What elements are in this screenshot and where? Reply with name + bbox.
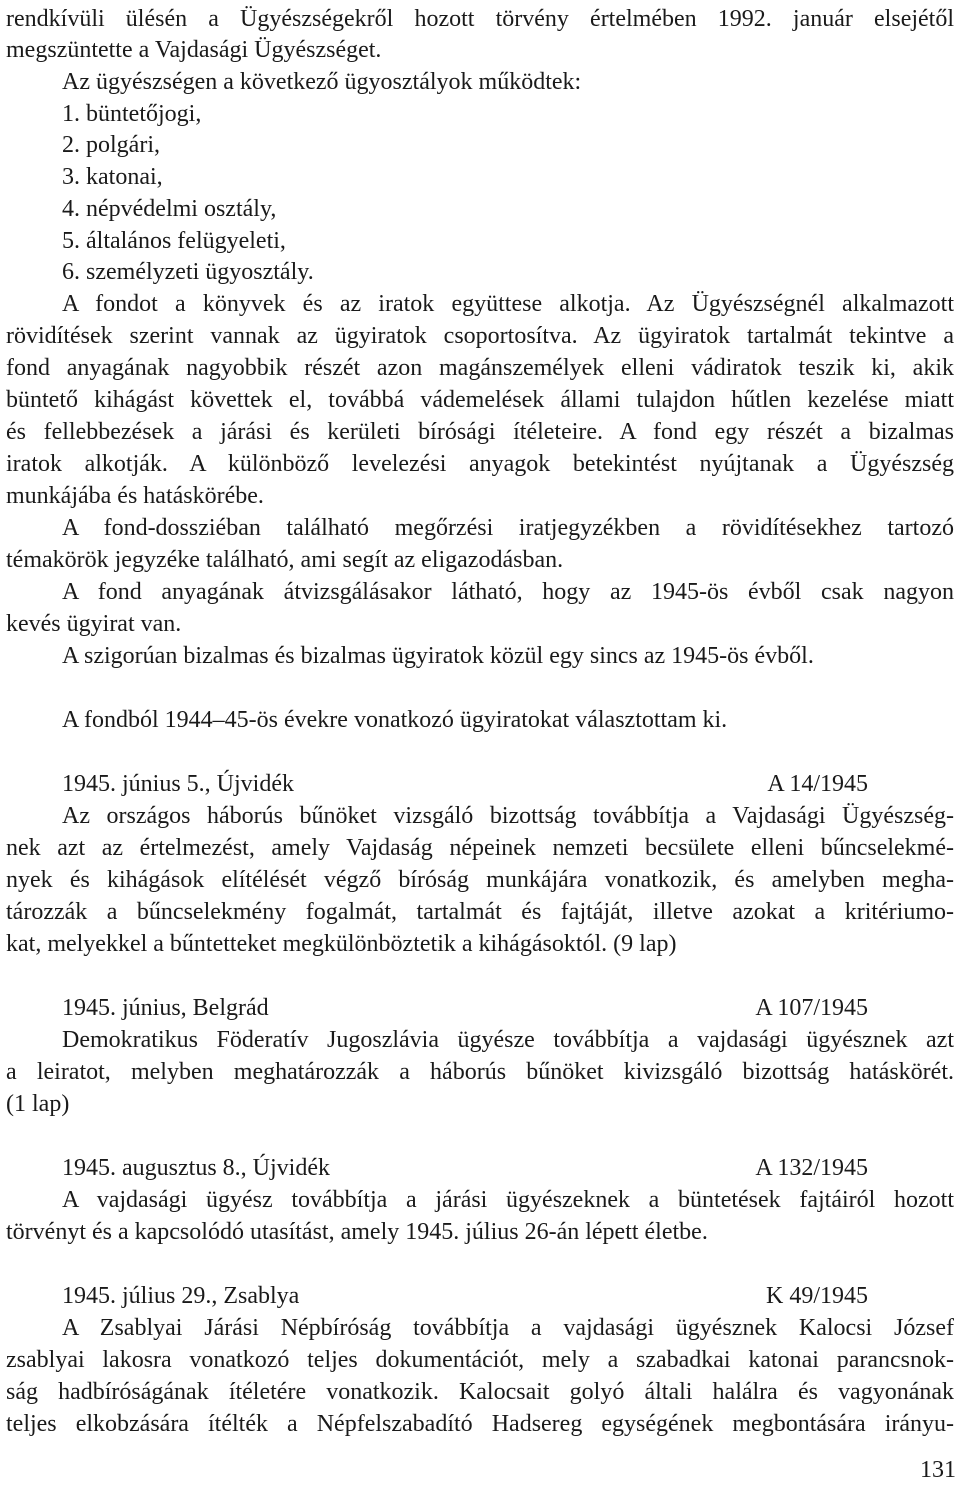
text-line: büntető kihágást követtek el, továbbá vádemelések állami tulajdon hűtlen kezelése miatt [6,387,954,413]
entry-date-place: 1945. augusztus 8., Újvidék [62,1155,330,1181]
text-line: munkájába és hatáskörébe. [6,483,264,509]
entry-text-line: kat, melyekkel a bűntetteket megkülönböztetik a kihágásoktól. (9 lap) [6,931,677,957]
entry-header [62,769,868,799]
entry-reference: A 14/1945 [767,771,868,797]
text-line: A fond-dossziéban található megőrzési iratjegyzékben a rövidítésekhez tartozó [62,515,954,541]
entry-text-line: teljes elkobzására ítélték a Népfelszabadító Hadsereg egységének megbontására irányu- [6,1411,954,1437]
text-line: megszüntette a Vajdasági Ügyészséget. [6,37,382,63]
list-item: 4. népvédelmi osztály, [62,196,277,222]
entry-header [62,1281,868,1311]
text-line: A fondból 1944–45-ös évekre vonatkozó ügyiratokat választottam ki. [62,707,728,733]
text-line: témakörök jegyzéke található, ami segít az eligazodásban. [6,547,564,573]
entry-text-line: nek azt az értelmezést, amely Vajdaság népeinek nemzeti becsülete elleni bűncselekmé- [6,835,954,861]
entry-text-line: Demokratikus Föderatív Jugoszlávia ügyésze továbbítja a vajdasági ügyésznek azt [62,1027,954,1053]
text-line: A szigorúan bizalmas és bizalmas ügyiratok közül egy sincs az 1945-ös évből. [62,643,814,669]
list-item: 5. általános felügyeleti, [62,228,286,254]
text-line: rendkívüli ülésén a Ügyészségekről hozott törvény értelmében 1992. január elsejétől [6,6,954,32]
text-line: A fondot a könyvek és az iratok együttese alkotja. Az Ügyészségnél alkalmazott [62,291,954,317]
entry-date-place: 1945. július 29., Zsablya [62,1283,300,1309]
list-item: 2. polgári, [62,132,160,158]
text-line: és fellebbezések a járási és kerületi bírósági ítéleteire. A fond egy részét a bizalmas [6,419,954,445]
entry-date-place: 1945. június 5., Újvidék [62,771,294,797]
page-number: 131 [920,1457,956,1483]
entry-text-line: Az országos háborús bűnöket vizsgáló bizottság továbbítja a Vajdasági Ügyészség- [62,803,954,829]
entry-text-line: törvényt és a kapcsolódó utasítást, amely 1945. július 26-án lépett életbe. [6,1219,708,1245]
entry-text-line: nyek és kihágások elítélését végző bíróság munkájára vonatkozik, és amelyben megha- [6,867,954,893]
text-line: kevés ügyirat van. [6,611,182,637]
entry-text-line: zsablyai lakosra vonatkozó teljes dokumentációt, mely a szabadkai katonai parancsnok- [6,1347,954,1373]
entry-text-line: tározzák a bűncselekmény fogalmát, tartalmát és fajtáját, illetve azokat a kritériumo- [6,899,954,925]
entry-text-line: A vajdasági ügyész továbbítja a járási ügyészeknek a büntetések fajtáiról hozott [62,1187,954,1213]
entry-reference: A 107/1945 [755,995,868,1021]
entry-header [62,1153,868,1183]
entry-text-line: A Zsablyai Járási Népbíróság továbbítja a vajdasági ügyésznek Kalocsi József [62,1315,954,1341]
entry-text-line: (1 lap) [6,1091,70,1117]
entry-reference: A 132/1945 [755,1155,868,1181]
list-item: 6. személyzeti ügyosztály. [62,259,314,285]
list-item: 1. büntetőjogi, [62,101,202,127]
entry-text-line: a leiratot, melyben meghatározzák a háborús bűnöket kivizsgáló bizottság hatáskörét. [6,1059,954,1085]
entry-date-place: 1945. június, Belgrád [62,995,269,1021]
list-item: 3. katonai, [62,164,163,190]
entry-reference: K 49/1945 [766,1283,868,1309]
entry-text-line: ság hadbíróságának ítéletére vonatkozik. Kalocsait golyó általi halálra és vagyonának [6,1379,954,1405]
entry-header [62,993,868,1023]
text-line: Az ügyészségen a következő ügyosztályok működtek: [62,69,582,95]
text-line: A fond anyagának átvizsgálásakor látható, hogy az 1945-ös évből csak nagyon [62,579,954,605]
text-line: iratok alkotják. A különböző levelezési anyagok betekintést nyújtanak a Ügyészség [6,451,954,477]
text-line: rövidítések szerint vannak az ügyiratok csoportosítva. Az ügyiratok tartalmát tekintve a [6,323,954,349]
text-line: fond anyagának nagyobbik részét azon magánszemélyek elleni vádiratok teszik ki, akik [6,355,954,381]
